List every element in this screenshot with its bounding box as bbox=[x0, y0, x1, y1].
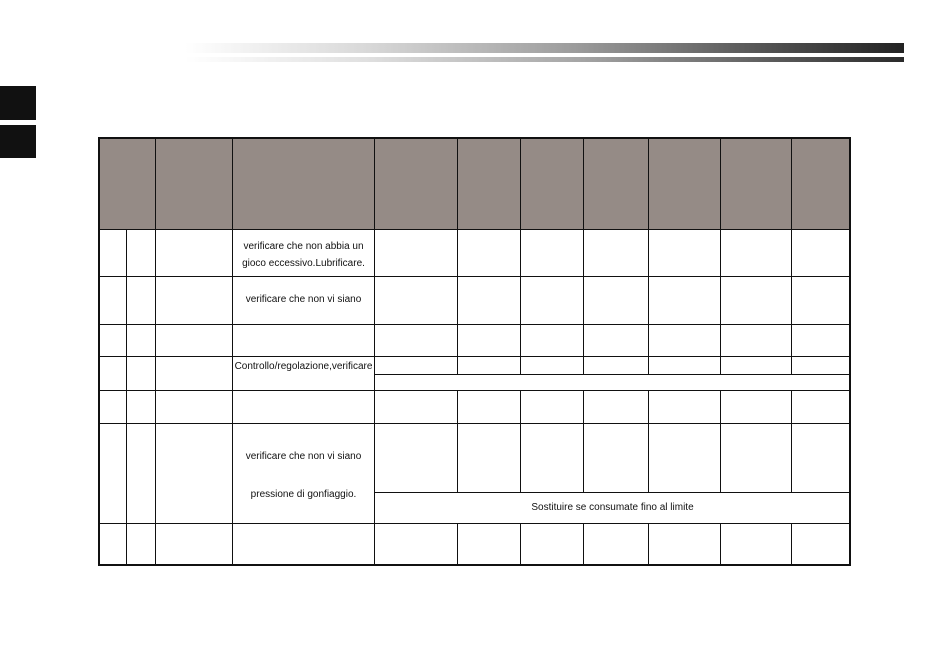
table-cell bbox=[127, 424, 156, 524]
table-cell bbox=[649, 391, 721, 424]
description-line: gioco eccessivo.Lubrificare. bbox=[242, 258, 365, 269]
table-cell bbox=[584, 325, 649, 357]
table-cell bbox=[375, 230, 458, 277]
table-cell bbox=[375, 325, 458, 357]
table-cell bbox=[458, 357, 521, 375]
table-header-cell bbox=[98, 137, 156, 230]
table-cell bbox=[649, 325, 721, 357]
table-cell bbox=[792, 391, 851, 424]
table-cell bbox=[792, 325, 851, 357]
table-cell bbox=[721, 230, 792, 277]
table-cell bbox=[98, 277, 127, 325]
table-cell bbox=[156, 391, 233, 424]
table-cell bbox=[156, 325, 233, 357]
section-tab-upper bbox=[0, 86, 36, 120]
table-cell bbox=[584, 524, 649, 566]
table-cell bbox=[127, 524, 156, 566]
table-cell bbox=[98, 325, 127, 357]
table-cell bbox=[521, 424, 584, 493]
table-cell bbox=[649, 524, 721, 566]
table-cell bbox=[127, 357, 156, 391]
table-cell bbox=[649, 357, 721, 375]
table-cell bbox=[458, 325, 521, 357]
table-header-cell bbox=[458, 137, 521, 230]
table-cell bbox=[721, 325, 792, 357]
table-cell bbox=[156, 524, 233, 566]
table-cell bbox=[792, 357, 851, 375]
note-text: Sostituire se consumate fino al limite bbox=[531, 502, 694, 513]
table-cell bbox=[458, 277, 521, 325]
maintenance-table bbox=[98, 137, 851, 566]
table-cell bbox=[458, 230, 521, 277]
table-cell bbox=[156, 277, 233, 325]
table-cell bbox=[233, 325, 375, 357]
table-cell bbox=[584, 391, 649, 424]
table-cell bbox=[127, 277, 156, 325]
table-row-1-description bbox=[233, 230, 375, 277]
description-line: verificare che non abbia un bbox=[243, 241, 364, 252]
table-cell bbox=[521, 325, 584, 357]
table-cell bbox=[127, 230, 156, 277]
table-cell bbox=[721, 391, 792, 424]
table-cell bbox=[792, 524, 851, 566]
table-cell bbox=[375, 524, 458, 566]
table-cell bbox=[375, 277, 458, 325]
table-header-cell bbox=[584, 137, 649, 230]
table-cell bbox=[584, 277, 649, 325]
table-header-cell bbox=[233, 137, 375, 230]
table-header-cell bbox=[156, 137, 233, 230]
table-cell bbox=[521, 391, 584, 424]
table-cell bbox=[521, 357, 584, 375]
table-merged-cell bbox=[375, 375, 851, 391]
table-cell bbox=[792, 424, 851, 493]
table-cell bbox=[521, 277, 584, 325]
table-cell bbox=[458, 424, 521, 493]
table-cell bbox=[649, 230, 721, 277]
table-cell bbox=[98, 524, 127, 566]
table-cell bbox=[458, 391, 521, 424]
table-cell bbox=[233, 391, 375, 424]
table-header-cell bbox=[649, 137, 721, 230]
table-row-4-description bbox=[233, 357, 375, 391]
table-cell bbox=[98, 357, 127, 391]
table-cell bbox=[721, 524, 792, 566]
table-cell bbox=[127, 325, 156, 357]
description-line: pressione di gonfiaggio. bbox=[250, 489, 357, 500]
table-cell bbox=[98, 391, 127, 424]
table-header-cell bbox=[792, 137, 851, 230]
header-gradient-underline bbox=[185, 57, 904, 62]
table-cell bbox=[792, 277, 851, 325]
table-cell bbox=[156, 357, 233, 391]
table-cell bbox=[721, 277, 792, 325]
table-header-cell bbox=[521, 137, 584, 230]
table-cell bbox=[649, 424, 721, 493]
table-cell bbox=[584, 230, 649, 277]
header-gradient-bar bbox=[185, 43, 904, 53]
table-cell bbox=[792, 230, 851, 277]
table-cell bbox=[521, 524, 584, 566]
table-header-cell bbox=[375, 137, 458, 230]
table-cell bbox=[584, 424, 649, 493]
table-cell bbox=[98, 424, 127, 524]
table-cell bbox=[98, 230, 127, 277]
table-cell bbox=[721, 357, 792, 375]
table-cell bbox=[127, 391, 156, 424]
description-line: verificare che non vi siano bbox=[245, 294, 362, 305]
section-tab-lower bbox=[0, 125, 36, 158]
table-cell bbox=[375, 357, 458, 375]
table-cell bbox=[156, 230, 233, 277]
table-cell bbox=[521, 230, 584, 277]
table-cell bbox=[721, 424, 792, 493]
table-cell bbox=[458, 524, 521, 566]
description-line: verificare che non vi siano bbox=[245, 451, 362, 462]
tire-replacement-note bbox=[375, 493, 851, 524]
table-cell bbox=[375, 391, 458, 424]
table-row-6-description bbox=[233, 424, 375, 524]
table-cell bbox=[233, 524, 375, 566]
table-cell bbox=[584, 357, 649, 375]
table-cell bbox=[375, 424, 458, 493]
description-line: Controllo/regolazione,verificare bbox=[234, 361, 373, 372]
table-header-cell bbox=[721, 137, 792, 230]
table-cell bbox=[649, 277, 721, 325]
table-cell bbox=[156, 424, 233, 524]
table-row-2-description bbox=[233, 277, 375, 325]
